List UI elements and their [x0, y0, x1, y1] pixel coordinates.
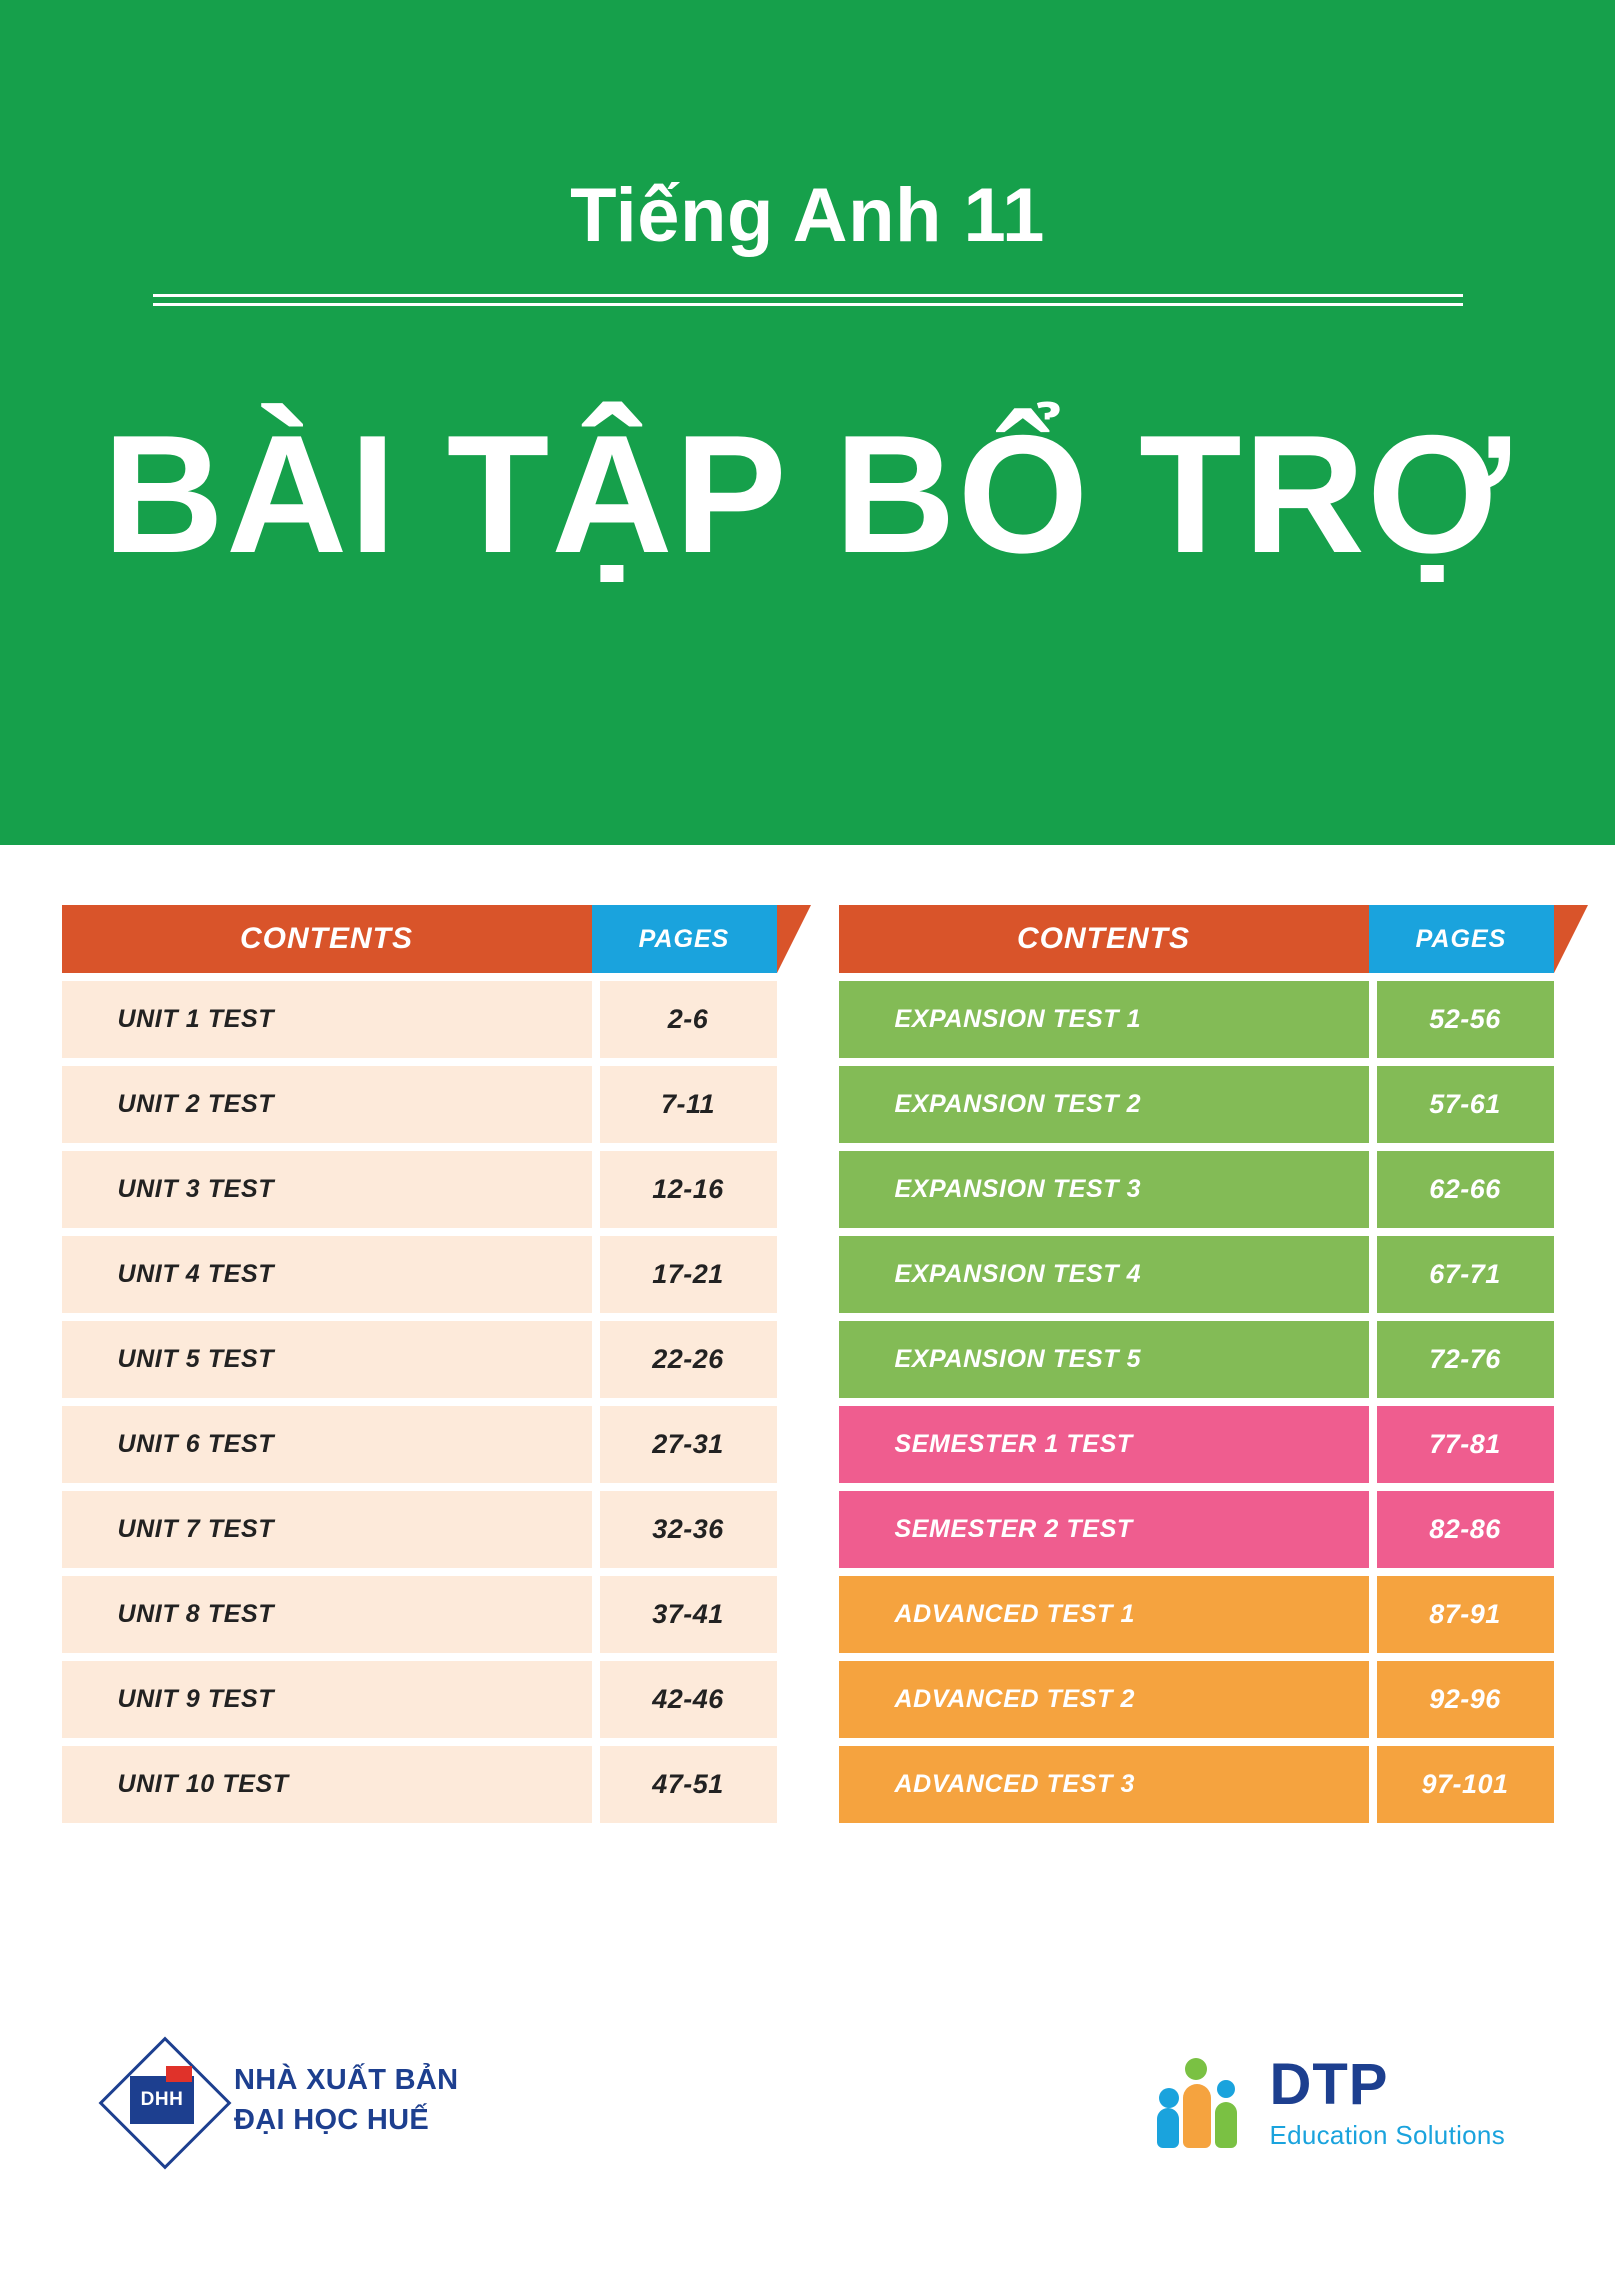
row-pages: 37-41	[600, 1576, 777, 1653]
table-row	[839, 1576, 1554, 1653]
row-title: UNIT 6 TEST	[62, 1406, 592, 1483]
flag-icon	[166, 2066, 192, 2082]
table-row	[62, 1661, 777, 1738]
table-row	[62, 1066, 777, 1143]
contents-table-left	[62, 905, 777, 1823]
header-contents-right: CONTENTS	[839, 905, 1369, 973]
table-row	[839, 1661, 1554, 1738]
dtp-name: DTP	[1269, 2052, 1389, 2117]
dtp-logo	[1149, 2050, 1505, 2154]
row-title: SEMESTER 1 TEST	[839, 1406, 1369, 1483]
dhh-emblem-icon	[110, 2048, 214, 2152]
row-pages: 87-91	[1377, 1576, 1554, 1653]
table-row	[839, 1151, 1554, 1228]
row-title: ADVANCED TEST 2	[839, 1661, 1369, 1738]
body-blue-left	[1157, 2108, 1179, 2148]
table-row	[62, 1406, 777, 1483]
table-row	[62, 1321, 777, 1398]
row-pages: 67-71	[1377, 1236, 1554, 1313]
row-title: UNIT 10 TEST	[62, 1746, 592, 1823]
row-title: ADVANCED TEST 1	[839, 1576, 1369, 1653]
divider-rule-top	[153, 294, 1463, 297]
contents-tables	[0, 905, 1615, 1823]
dot-blue-left	[1159, 2088, 1179, 2108]
table-row	[62, 1491, 777, 1568]
row-pages: 17-21	[600, 1236, 777, 1313]
row-pages: 92-96	[1377, 1661, 1554, 1738]
row-title: EXPANSION TEST 5	[839, 1321, 1369, 1398]
banner-divider	[153, 294, 1463, 306]
table-row	[62, 1746, 777, 1823]
row-pages: 7-11	[600, 1066, 777, 1143]
publisher-line-2: ĐẠI HỌC HUẾ	[234, 2104, 430, 2136]
row-pages: 82-86	[1377, 1491, 1554, 1568]
row-pages: 57-61	[1377, 1066, 1554, 1143]
row-title: UNIT 7 TEST	[62, 1491, 592, 1568]
book-subtitle: Tiếng Anh 11	[570, 173, 1045, 258]
row-pages: 27-31	[600, 1406, 777, 1483]
table-row	[839, 1491, 1554, 1568]
publisher-line-1: NHÀ XUẤT BẢN	[234, 2063, 459, 2096]
row-title: EXPANSION TEST 4	[839, 1236, 1369, 1313]
dhh-mark-text: DHH	[130, 2076, 194, 2124]
table-row	[839, 1746, 1554, 1823]
title-banner	[0, 0, 1615, 845]
header-pages-right: PAGES	[1369, 905, 1554, 973]
table-header-right	[839, 905, 1554, 973]
body-orange-center	[1183, 2084, 1211, 2148]
row-pages: 47-51	[600, 1746, 777, 1823]
table-row	[62, 1236, 777, 1313]
dot-green-top	[1185, 2058, 1207, 2080]
table-row	[62, 1151, 777, 1228]
publisher-logo	[110, 2048, 458, 2152]
row-pages: 12-16	[600, 1151, 777, 1228]
row-pages: 62-66	[1377, 1151, 1554, 1228]
row-title: UNIT 9 TEST	[62, 1661, 592, 1738]
book-title: BÀI TẬP BỔ TRỢ	[102, 400, 1513, 588]
dtp-people-icon	[1149, 2050, 1253, 2154]
row-title: EXPANSION TEST 2	[839, 1066, 1369, 1143]
table-row	[839, 1236, 1554, 1313]
header-slant-left	[777, 905, 811, 973]
header-pages-left: PAGES	[592, 905, 777, 973]
row-pages: 22-26	[600, 1321, 777, 1398]
publisher-name	[234, 2060, 458, 2140]
row-pages: 52-56	[1377, 981, 1554, 1058]
table-row	[839, 1406, 1554, 1483]
row-title: EXPANSION TEST 3	[839, 1151, 1369, 1228]
row-title: EXPANSION TEST 1	[839, 981, 1369, 1058]
dtp-tagline: Education Solutions	[1269, 2120, 1505, 2150]
row-pages: 2-6	[600, 981, 777, 1058]
row-title: UNIT 1 TEST	[62, 981, 592, 1058]
table-header-left	[62, 905, 777, 973]
footer	[0, 2048, 1615, 2188]
row-pages: 77-81	[1377, 1406, 1554, 1483]
body-green-right	[1215, 2102, 1237, 2148]
table-row	[839, 1066, 1554, 1143]
table-row	[839, 981, 1554, 1058]
row-title: UNIT 5 TEST	[62, 1321, 592, 1398]
contents-table-right	[839, 905, 1554, 1823]
row-title: UNIT 2 TEST	[62, 1066, 592, 1143]
dot-blue-right	[1217, 2080, 1235, 2098]
header-contents-left: CONTENTS	[62, 905, 592, 973]
dtp-wordmark	[1269, 2050, 1505, 2148]
row-title: UNIT 3 TEST	[62, 1151, 592, 1228]
table-row	[62, 1576, 777, 1653]
divider-rule-bottom	[153, 303, 1463, 306]
row-pages: 72-76	[1377, 1321, 1554, 1398]
row-title: UNIT 4 TEST	[62, 1236, 592, 1313]
header-slant-right	[1554, 905, 1588, 973]
row-pages: 42-46	[600, 1661, 777, 1738]
row-pages: 97-101	[1377, 1746, 1554, 1823]
table-row	[839, 1321, 1554, 1398]
row-title: ADVANCED TEST 3	[839, 1746, 1369, 1823]
row-title: SEMESTER 2 TEST	[839, 1491, 1369, 1568]
row-pages: 32-36	[600, 1491, 777, 1568]
table-row	[62, 981, 777, 1058]
row-title: UNIT 8 TEST	[62, 1576, 592, 1653]
